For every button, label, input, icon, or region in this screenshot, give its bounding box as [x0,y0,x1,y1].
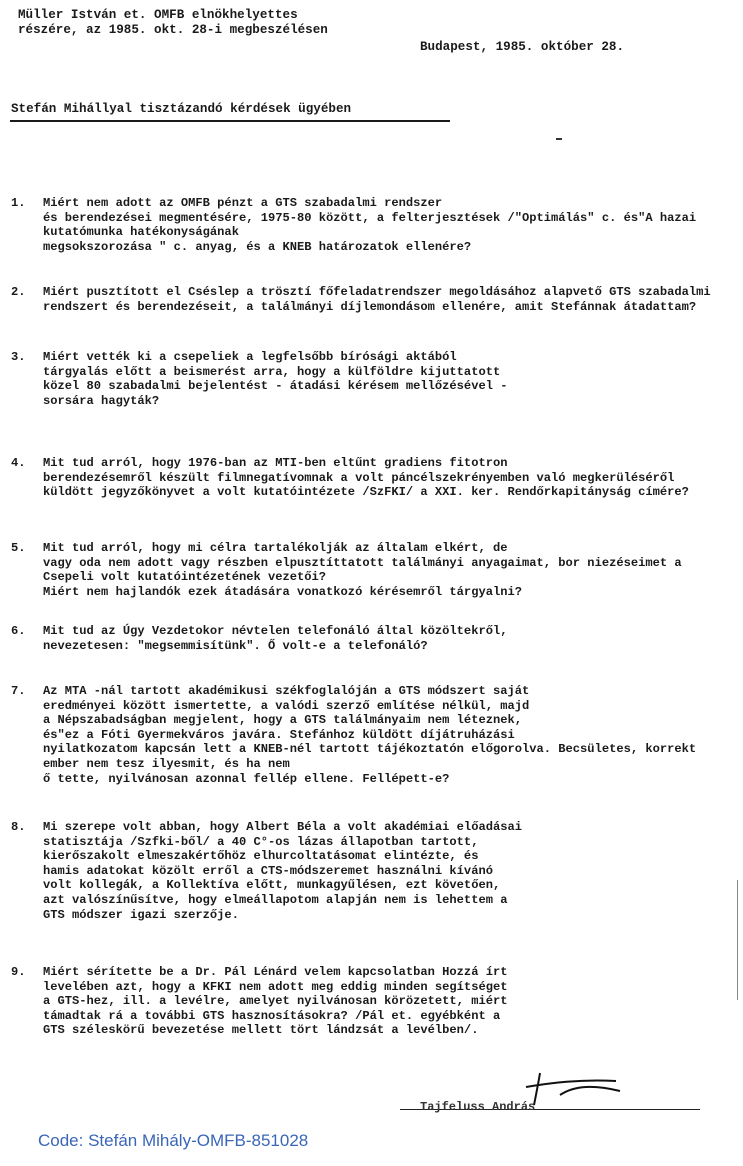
list-item [11,624,723,653]
list-item [11,965,723,1038]
list-item [11,350,723,408]
document-date: Budapest, 1985. október 28. [420,40,625,54]
header-line-2: részére, az 1985. okt. 28-i megbeszélésen [18,23,328,37]
list-item [11,456,723,500]
item-number: 2. [11,285,26,299]
item-text: Mit tud arról, hogy mi célra tartalékolják az általam elkért, de vagy oda nem adott vagy részben elpusztíttatott találmányi anyagaimat, bor niezéseimet a Csepeli volt kutatóintézetének vezetői? Miért nem hajlandók ezek átadására vonatkozó kérésemről tárgyalni? [43,541,682,599]
item-text: Az MTA -nál tartott akadémikusi székfoglalóján a GTS módszert saját eredményei között ismertette, a valódi szerző említése nélkül, majd a Népszabadságban megjelent, hogy a GTS találmányaim nem léteznek, és"ez a Fóti Gyermekváros javára. Stefánhoz küldött díjátruházási nyilatkozatom kapcsán lett a KNEB-nél tartott tájékoztatón előgorolva. Becsületes, korrekt ember nem tesz ilyesmit, és ha nem ő tette, nyilvánosan azonnal fellép ellene. Fellépett-e? [43,684,697,786]
handwritten-signature [520,1065,640,1109]
list-item [11,684,723,786]
list-item [11,541,723,599]
scan-margin-line [737,880,738,1000]
item-number: 6. [11,624,26,638]
item-number: 7. [11,684,26,698]
subject-underline [10,120,450,122]
header-addressee [18,8,328,38]
item-number: 4. [11,456,26,470]
list-item [11,285,723,314]
item-text: Miért sérítette be a Dr. Pál Lénárd velem kapcsolatban Hozzá írt levelében azt, hogy a KFKI nem adott meg eddig minden segítséget a GTS-hez, ill. a levélre, amelyet nyilvánosan körözetett, miért támadtak rá a további GTS hasznosításokra? /Pál et. egyébként a GTS széleskörű bevezetése mellett tört lándzsát a levélben/. [43,965,508,1038]
list-item [11,820,723,922]
item-number: 9. [11,965,26,979]
list-item [11,196,723,254]
item-number: 3. [11,350,26,364]
item-text: Mit tud az Úgy Vezdetokor névtelen telefonáló által közöltekről, nevezetesen: "megsemmisítünk". Ő volt-e a telefonáló? [43,624,508,653]
item-text: Miért vették ki a csepeliek a legfelsőbb bírósági aktából tárgyalás előtt a beismerést arra, hogy a külföldre kijuttatott közel 80 szabadalmi bejelentést - átadási kérésem mellőzésével - sorsára hagyták? [43,350,508,408]
item-number: 8. [11,820,26,834]
item-text: Miért pusztított el Cséslep a trösztí főfeladatrendszer megoldásához alapvető GTS szabadalmi rendszert és berendezéseit, a találmányi díjlemondásom ellenére, amit Stefánnak átadattam? [43,285,711,314]
document-subject: Stefán Mihállyal tisztázandó kérdések ügyében [11,102,352,116]
item-text: Mi szerepe volt abban, hogy Albert Béla a volt akadémiai előadásai statisztája /Szfki-ből/ a 40 C°-os lázas állapotban tartott, kierőszakolt elmeszakértőhöz elhurcoltatásomat elintézte, és hamis adatokat közölt erről a CTS-módszeremet használni kívánó volt kollegák, a Kollektíva előtt, munkagyűlésen, ezt követően, azt valószínűsítve, hogy elmeállapotom alapján nem is lehettem a GTS módszer igazi szerzője. [43,820,522,922]
header-line-1: Müller István et. OMFB elnökhelyettes [18,8,298,22]
item-text: Mit tud arról, hogy 1976-ban az MTI-ben eltűnt gradiens fitotron berendezésemről készült filmnegatívomnak a volt páncélszekrényemben való megkerüléséről küldött jegyzőkönyvet a volt kutatóintézete /SzFKI/ a XXI. ker. Rendőrkapitányság címére? [43,456,689,500]
document-code-label: Code: Stefán Mihály-OMFB-851028 [38,1131,309,1150]
signatory-name: Tajfeluss András [420,1100,536,1114]
stray-mark [556,138,562,140]
item-number: 5. [11,541,26,555]
item-number: 1. [11,196,26,210]
item-text: Miért nem adott az OMFB pénzt a GTS szabadalmi rendszer és berendezései megmentésére, 1975-80 között, a felterjesztések /"Optimálás" c. és"A hazai kutatómunka hatékonyságának megsokszorozása " c. anyag, és a KNEB határozatok ellenére? [43,196,697,254]
